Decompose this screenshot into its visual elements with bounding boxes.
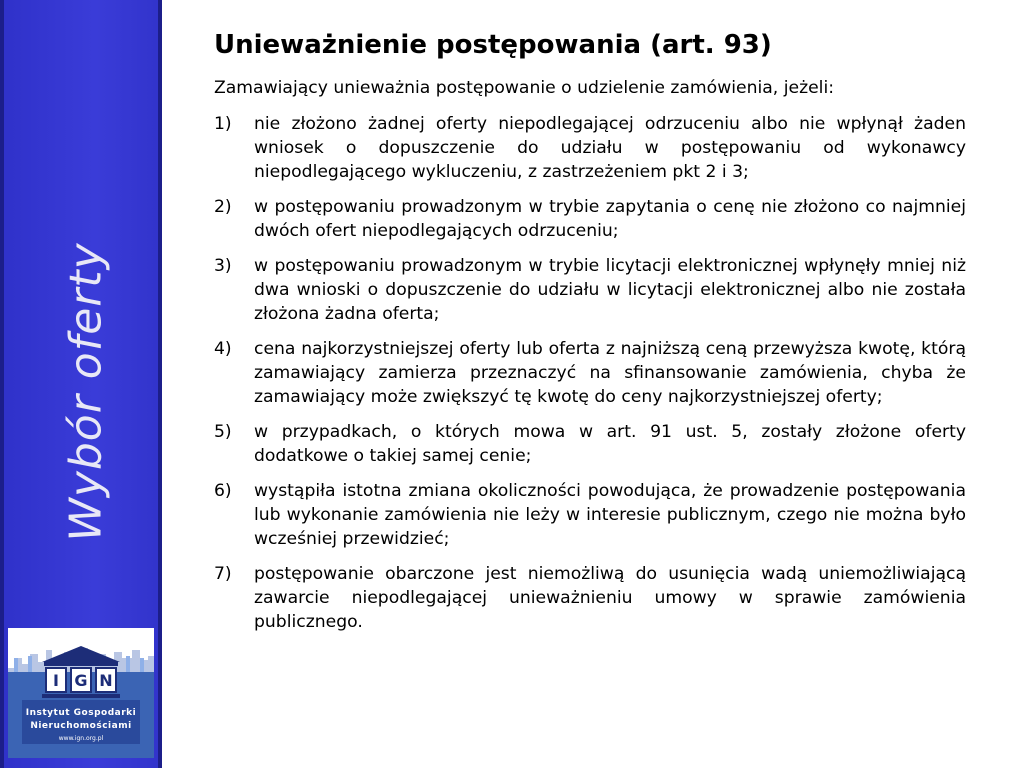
logo-line-2: Nieruchomościami xyxy=(30,721,132,731)
item-text: w postępowaniu prowadzonym w trybie licytacji elektronicznej wpłynęły mniej niż dwa wnioski o dopuszczenie do udziału w licytacji elektronicznej albo nie została złożona żadna oferta; xyxy=(254,256,966,324)
item-number: 7) xyxy=(214,564,232,584)
list-item xyxy=(214,479,966,551)
list-item xyxy=(214,420,966,468)
logo-letter-n: N xyxy=(99,671,113,690)
list-item xyxy=(214,562,966,634)
list-item xyxy=(214,254,966,326)
item-number: 4) xyxy=(214,339,232,359)
item-text: cena najkorzystniejszej oferty lub oferta z najniższą ceną przewyższa kwotę, którą zamawiający zamierza przeznaczyć na sfinansowanie zamówienia, chyba że zamawiający może zwiększyć tę kwotę do ceny najkorzystniejszej oferty; xyxy=(254,339,966,407)
item-number: 5) xyxy=(214,422,232,442)
slide-heading: Unieważnienie postępowania (art. 93) xyxy=(214,30,772,60)
list-item xyxy=(214,112,966,184)
ign-logo xyxy=(8,628,154,758)
logo-letter-i: I xyxy=(53,671,59,690)
list-item xyxy=(214,337,966,409)
logo-url: www.ign.org.pl xyxy=(58,735,104,742)
item-text: nie złożono żadnej oferty niepodlegającej odrzuceniu albo nie wpłynął żaden wniosek o dopuszczenie do udziału w postępowaniu od wykonawcy niepodlegającego wykluczeniu, z zastrzeżeniem pkt 2 i 3; xyxy=(254,114,966,182)
slide-content xyxy=(214,28,966,645)
item-text: wystąpiła istotna zmiana okoliczności powodująca, że prowadzenie postępowania lub wykonanie zamówienia nie leży w interesie publicznym, czego nie można było wcześniej przewidzieć; xyxy=(254,481,966,549)
item-number: 1) xyxy=(214,114,232,134)
item-text: w postępowaniu prowadzonym w trybie zapytania o cenę nie złożono co najmniej dwóch ofert niepodlegających odrzuceniu; xyxy=(254,197,966,241)
item-text: postępowanie obarczone jest niemożliwą do usunięcia wadą uniemożliwiającą zawarcie niepodlegającej unieważnieniu umowy w sprawie zamówienia publicznego. xyxy=(254,564,966,632)
logo-line-1: Instytut Gospodarki xyxy=(25,708,137,718)
list-item xyxy=(214,195,966,243)
intro-text: Zamawiający unieważnia postępowanie o udzielenie zamówienia, jeżeli: xyxy=(214,78,835,98)
item-text: w przypadkach, o których mowa w art. 91 ust. 5, zostały złożone oferty dodatkowe o takiej samej cenie; xyxy=(254,422,966,466)
item-number: 2) xyxy=(214,197,232,217)
section-title: Wybór oferty xyxy=(60,242,112,542)
numbered-list xyxy=(214,112,966,634)
logo-letter-g: G xyxy=(74,671,88,690)
sidebar xyxy=(0,0,162,768)
item-number: 6) xyxy=(214,481,232,501)
sidebar-edge xyxy=(0,0,4,768)
item-number: 3) xyxy=(214,256,232,276)
